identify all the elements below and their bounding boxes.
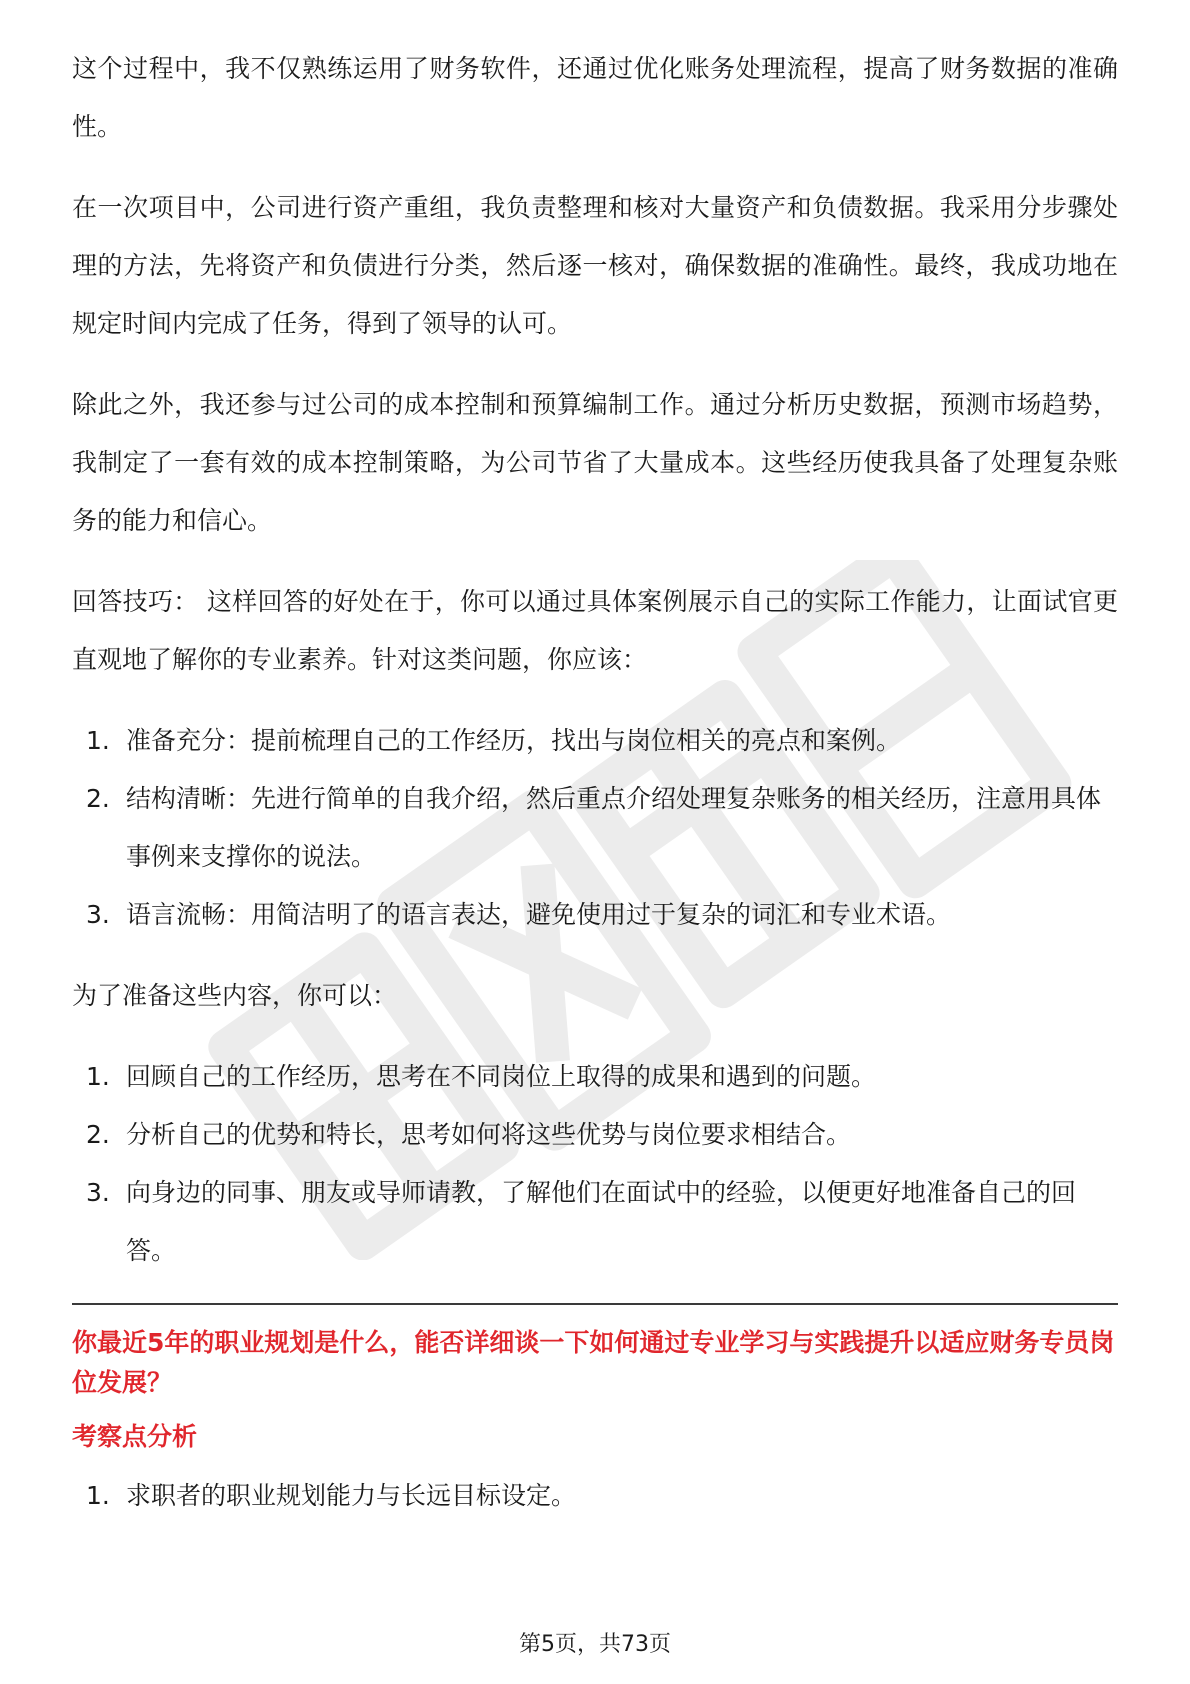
section-divider [72, 1303, 1118, 1305]
list-number: 1. [86, 726, 110, 755]
prep-list [72, 1048, 1118, 1280]
list-item [72, 1048, 1118, 1106]
list-item [72, 1106, 1118, 1164]
analysis-list [72, 1467, 1118, 1525]
list-item [72, 712, 1118, 770]
list-text: 回顾自己的工作经历，思考在不同岗位上取得的成果和遇到的问题。 [126, 1062, 877, 1091]
list-text: 分析自己的优势和特长，思考如何将这些优势与岗位要求相结合。 [126, 1120, 852, 1149]
document-page [72, 40, 1118, 1548]
list-item [72, 1164, 1118, 1280]
tips-list [72, 712, 1118, 944]
list-number: 1. [86, 1481, 110, 1510]
list-text: 结构清晰：先进行简单的自我介绍，然后重点介绍处理复杂账务的相关经历，注意用具体事例来支撑你的说法。 [126, 784, 1102, 871]
list-number: 2. [86, 1120, 110, 1149]
paragraph-prep-intro: 为了准备这些内容，你可以： [72, 981, 398, 1010]
paragraph-asset-restructure: 在一次项目中，公司进行资产重组，我负责整理和核对大量资产和负债数据。我采用分步骤处理的方法，先将资产和负债进行分类，然后逐一核对，确保数据的准确性。最终，我成功地在规定时间内完成了任务，得到了领导的认可。 [72, 193, 1118, 338]
list-text: 向身边的同事、朋友或导师请教，了解他们在面试中的经验，以便更好地准备自己的回答。 [126, 1178, 1077, 1265]
list-text: 语言流畅：用简洁明了的语言表达，避免使用过于复杂的词汇和专业术语。 [126, 900, 952, 929]
list-text: 准备充分：提前梳理自己的工作经历，找出与岗位相关的亮点和案例。 [126, 726, 902, 755]
list-item [72, 770, 1118, 886]
list-item [72, 1467, 1118, 1525]
list-number: 2. [86, 784, 110, 813]
paragraph-answer-tips: 回答技巧： 这样回答的好处在于，你可以通过具体案例展示自己的实际工作能力，让面试官更直观地了解你的专业素养。针对这类问题，你应该： [72, 587, 1118, 674]
paragraph-software: 这个过程中，我不仅熟练运用了财务软件，还通过优化账务处理流程，提高了财务数据的准确性。 [72, 54, 1118, 141]
list-item [72, 886, 1118, 944]
list-number: 3. [86, 900, 110, 929]
page-footer: 第5页，共73页 [519, 1632, 671, 1657]
list-number: 1. [86, 1062, 110, 1091]
list-number: 3. [86, 1178, 110, 1207]
question-heading: 你最近5年的职业规划是什么，能否详细谈一下如何通过专业学习与实践提升以适应财务专员岗位发展？ [72, 1328, 1115, 1397]
list-text: 求职者的职业规划能力与长远目标设定。 [126, 1481, 577, 1510]
analysis-heading: 考察点分析 [72, 1422, 198, 1451]
paragraph-cost-control: 除此之外，我还参与过公司的成本控制和预算编制工作。通过分析历史数据，预测市场趋势，我制定了一套有效的成本控制策略，为公司节省了大量成本。这些经历使我具备了处理复杂账务的能力和信心。 [72, 390, 1118, 535]
